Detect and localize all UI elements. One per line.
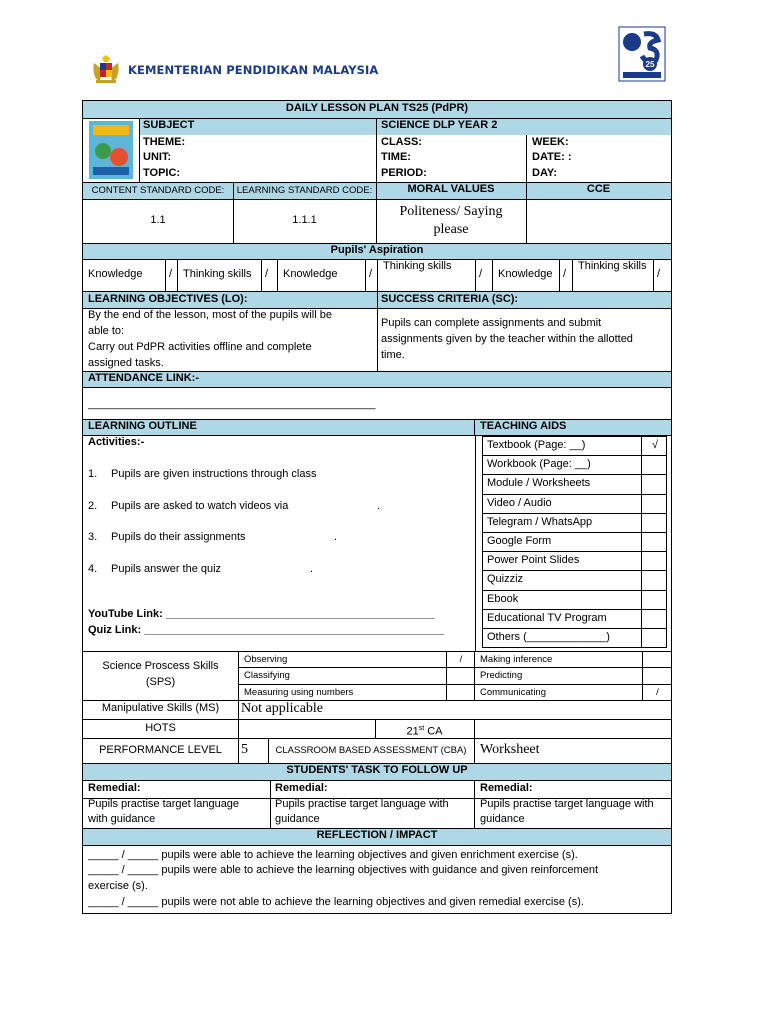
textbook-cover-icon bbox=[89, 121, 133, 179]
aspiration-mark bbox=[559, 259, 572, 291]
cce-label: CCE bbox=[586, 183, 611, 195]
lo-line: Carry out PdPR activities offline and complete bbox=[88, 341, 312, 353]
performance-level-label: PERFORMANCE LEVEL bbox=[99, 744, 222, 756]
teaching-aid-label: Ebook bbox=[487, 592, 519, 605]
21st-ca-label: 21st CA bbox=[406, 725, 443, 738]
teaching-aids-label: TEACHING AIDS bbox=[480, 420, 567, 432]
teaching-aid-checkbox[interactable] bbox=[641, 570, 667, 590]
teaching-aid-label: Telegram / WhatsApp bbox=[487, 515, 593, 528]
sps-checkbox[interactable] bbox=[446, 651, 475, 668]
sps-checkbox[interactable] bbox=[446, 684, 475, 701]
cba-value: Worksheet bbox=[480, 742, 540, 757]
sc-line: assignments given by the teacher within the allotted bbox=[381, 333, 633, 345]
sps-label: Science Proscess Skills bbox=[102, 660, 219, 672]
page-header bbox=[90, 50, 378, 90]
teaching-aid-item bbox=[482, 532, 642, 552]
content-standard-value: 1.1 bbox=[150, 214, 166, 226]
activities-label: Activities:- bbox=[88, 436, 145, 448]
teaching-aid-item bbox=[482, 436, 642, 456]
lo-line: assigned tasks. bbox=[88, 357, 164, 369]
aspiration-mark-text: / bbox=[265, 268, 269, 280]
sps-skill bbox=[238, 684, 447, 701]
check-mark: / bbox=[459, 654, 463, 665]
teaching-aid-label: Quizziz bbox=[487, 573, 524, 586]
learning-standard-value: 1.1.1 bbox=[292, 214, 317, 226]
aspiration-mark-text: / bbox=[169, 268, 173, 280]
sps-skill bbox=[474, 667, 643, 685]
teaching-aid-label: Module / Worksheets bbox=[487, 477, 591, 490]
svg-text:25: 25 bbox=[645, 60, 655, 69]
sps-checkbox[interactable] bbox=[642, 684, 672, 701]
aspiration-item bbox=[377, 259, 475, 291]
teaching-aid-item bbox=[482, 494, 642, 514]
teaching-aid-checkbox[interactable] bbox=[641, 494, 667, 514]
activity-number: 3. bbox=[88, 531, 98, 543]
teaching-aid-item bbox=[482, 590, 642, 610]
teaching-aid-label: Power Point Slides bbox=[487, 554, 580, 567]
teaching-aid-item bbox=[482, 513, 642, 533]
subject-label: SUBJECT bbox=[143, 119, 195, 131]
aspiration-mark-text: / bbox=[479, 268, 483, 280]
day-label: DAY: bbox=[532, 167, 558, 179]
reflection-line: _____ / _____ pupils were able to achieve the learning objectives and given enrichment exercise (s). bbox=[88, 849, 578, 861]
sps-skill-label: Communicating bbox=[480, 687, 546, 698]
date-label: DATE: : bbox=[532, 151, 572, 163]
aspiration-label: Thinking skills bbox=[183, 268, 252, 280]
aspiration-mark-text: / bbox=[369, 268, 373, 280]
quiz-link-field[interactable]: Quiz Link: _________________________________________________ bbox=[88, 624, 444, 636]
teaching-aid-label: Others (_____________) bbox=[487, 631, 610, 643]
remedial-label: Remedial: bbox=[480, 782, 533, 794]
sps-skill-label: Measuring using numbers bbox=[244, 687, 354, 698]
teaching-aid-label: Video / Audio bbox=[487, 496, 552, 509]
activity-number: 4. bbox=[88, 563, 98, 575]
teaching-aid-label: Textbook (Page: __) bbox=[487, 439, 586, 451]
remedial-text: with guidance bbox=[88, 813, 156, 825]
lo-line: able to: bbox=[88, 325, 125, 337]
teaching-aid-label: Workbook (Page: __) bbox=[487, 458, 591, 471]
ms-label: Manipulative Skills (MS) bbox=[101, 702, 220, 714]
aspiration-mark bbox=[653, 259, 671, 291]
remedial-text: guidance bbox=[480, 813, 525, 825]
activity-tail: . bbox=[310, 563, 314, 575]
teaching-aid-checkbox[interactable] bbox=[641, 455, 667, 475]
sps-skill-label: Making inference bbox=[480, 654, 553, 665]
aspiration-mark-text: / bbox=[563, 268, 567, 280]
time-label: TIME: bbox=[381, 151, 411, 163]
aspiration-mark bbox=[475, 259, 492, 291]
activity-text: Pupils do their assignments bbox=[111, 531, 246, 543]
moral-values-value: Politeness/ Saying please bbox=[399, 204, 503, 237]
subject-value: SCIENCE DLP YEAR 2 bbox=[381, 119, 498, 131]
learning-standard-label: LEARNING STANDARD CODE: bbox=[236, 185, 373, 196]
reflection-line: exercise (s). bbox=[88, 880, 148, 892]
task-title: STUDENTS' TASK TO FOLLOW UP bbox=[286, 764, 468, 776]
remedial-text: Pupils practise target language with bbox=[275, 798, 449, 810]
ts25-logo-icon bbox=[618, 26, 666, 82]
sps-label-abbrev: (SPS) bbox=[145, 676, 176, 688]
activity-text: Pupils answer the quiz bbox=[111, 563, 222, 575]
remedial-text: Pupils practise target language bbox=[88, 798, 240, 810]
check-mark: / bbox=[656, 687, 659, 698]
teaching-aid-item bbox=[482, 609, 642, 629]
activity-tail: . bbox=[377, 500, 381, 512]
aspiration-item bbox=[572, 259, 653, 291]
sps-skill bbox=[238, 667, 447, 685]
aspiration-mark bbox=[365, 259, 377, 291]
aspiration-item bbox=[177, 259, 261, 291]
sps-skill-label: Classifying bbox=[244, 670, 290, 681]
teaching-aid-checkbox[interactable] bbox=[641, 474, 667, 494]
learning-outline-label: LEARNING OUTLINE bbox=[88, 420, 197, 432]
youtube-link-field[interactable]: YouTube Link: ____________________________________________ bbox=[88, 608, 435, 620]
remedial-text: guidance bbox=[275, 813, 320, 825]
aspiration-mark bbox=[261, 259, 277, 291]
teaching-aid-checkbox[interactable] bbox=[641, 513, 667, 533]
check-mark: √ bbox=[651, 439, 659, 451]
activity-text: Pupils are given instructions through class bbox=[111, 468, 317, 480]
aspiration-label: Knowledge bbox=[88, 268, 143, 280]
attendance-link-field[interactable]: _______________________________________________ bbox=[88, 398, 376, 410]
attendance-label: ATTENDANCE LINK:- bbox=[88, 372, 200, 384]
class-label: CLASS: bbox=[381, 136, 422, 148]
aspiration-item bbox=[492, 259, 559, 291]
teaching-aid-item bbox=[482, 628, 642, 648]
teaching-aid-item bbox=[482, 570, 642, 590]
theme-label: THEME: bbox=[143, 136, 186, 148]
cba-label: CLASSROOM BASED ASSESSMENT (CBA) bbox=[275, 745, 467, 756]
hots-label: HOTS bbox=[145, 722, 176, 734]
reflection-line: _____ / _____ pupils were not able to achieve the learning objectives and given remedial exercise (s). bbox=[88, 896, 584, 908]
unit-label: UNIT: bbox=[143, 151, 172, 163]
remedial-label: Remedial: bbox=[275, 782, 328, 794]
sps-checkbox[interactable] bbox=[446, 667, 475, 685]
aspiration-label: Thinking skills bbox=[578, 260, 647, 272]
sps-skill bbox=[474, 684, 643, 701]
aspiration-mark bbox=[165, 259, 177, 291]
teaching-aid-checkbox[interactable] bbox=[641, 628, 667, 648]
teaching-aid-checkbox[interactable] bbox=[641, 590, 667, 610]
teaching-aid-checkbox[interactable] bbox=[641, 551, 667, 571]
lo-label: LEARNING OBJECTIVES (LO): bbox=[88, 293, 248, 305]
topic-label: TOPIC: bbox=[143, 167, 181, 179]
page-title: DAILY LESSON PLAN TS25 (PdPR) bbox=[285, 102, 469, 114]
ms-value: Not applicable bbox=[241, 701, 324, 716]
period-label: PERIOD: bbox=[381, 167, 427, 179]
sc-label: SUCCESS CRITERIA (SC): bbox=[381, 293, 519, 305]
lesson-plan-table bbox=[82, 100, 672, 914]
reflection-line: _____ / _____ pupils were able to achieve the learning objectives with guidance and given reinforcement bbox=[88, 864, 599, 876]
remedial-label: Remedial: bbox=[88, 782, 141, 794]
reflection-title: REFLECTION / IMPACT bbox=[316, 829, 438, 841]
aspiration-label: Knowledge bbox=[283, 268, 338, 280]
activity-tail: . bbox=[334, 531, 338, 543]
week-label: WEEK: bbox=[532, 136, 569, 148]
sps-checkbox[interactable] bbox=[642, 667, 672, 685]
activity-number: 2. bbox=[88, 500, 98, 512]
aspiration-item bbox=[83, 259, 165, 291]
aspiration-title: Pupils' Aspiration bbox=[330, 244, 424, 256]
lo-line: By the end of the lesson, most of the pupils will be bbox=[88, 309, 332, 321]
moral-values-label: MORAL VALUES bbox=[407, 183, 495, 195]
teaching-aid-label: Google Form bbox=[487, 535, 552, 547]
sps-checkbox[interactable] bbox=[642, 651, 672, 668]
aspiration-item bbox=[277, 259, 365, 291]
teaching-aid-item bbox=[482, 455, 642, 475]
teaching-aid-checkbox[interactable] bbox=[641, 532, 667, 552]
activity-text: Pupils are asked to watch videos via bbox=[111, 500, 289, 512]
malaysia-crest-icon bbox=[90, 55, 122, 85]
aspiration-mark-text: / bbox=[657, 268, 661, 280]
aspiration-label: Thinking skills bbox=[383, 260, 452, 272]
ministry-name: KEMENTERIAN PENDIDIKAN MALAYSIA bbox=[128, 63, 379, 77]
aspiration-label: Knowledge bbox=[498, 268, 553, 280]
sps-skill-label: Predicting bbox=[480, 670, 523, 681]
performance-level-value: 5 bbox=[241, 742, 248, 757]
teaching-aid-label: Educational TV Program bbox=[487, 611, 607, 624]
activity-number: 1. bbox=[88, 468, 98, 480]
teaching-aid-item bbox=[482, 474, 642, 494]
sps-skill-label: Observing bbox=[244, 654, 288, 665]
remedial-text: Pupils practise target language with bbox=[480, 798, 654, 810]
content-standard-label: CONTENT STANDARD CODE: bbox=[91, 185, 225, 196]
teaching-aid-checkbox[interactable] bbox=[641, 436, 667, 456]
sps-skill bbox=[238, 651, 447, 668]
teaching-aid-checkbox[interactable] bbox=[641, 609, 667, 629]
sc-line: Pupils can complete assignments and submit bbox=[381, 317, 602, 329]
teaching-aid-item bbox=[482, 551, 642, 571]
sc-line: time. bbox=[381, 349, 405, 361]
sps-skill bbox=[474, 651, 643, 668]
